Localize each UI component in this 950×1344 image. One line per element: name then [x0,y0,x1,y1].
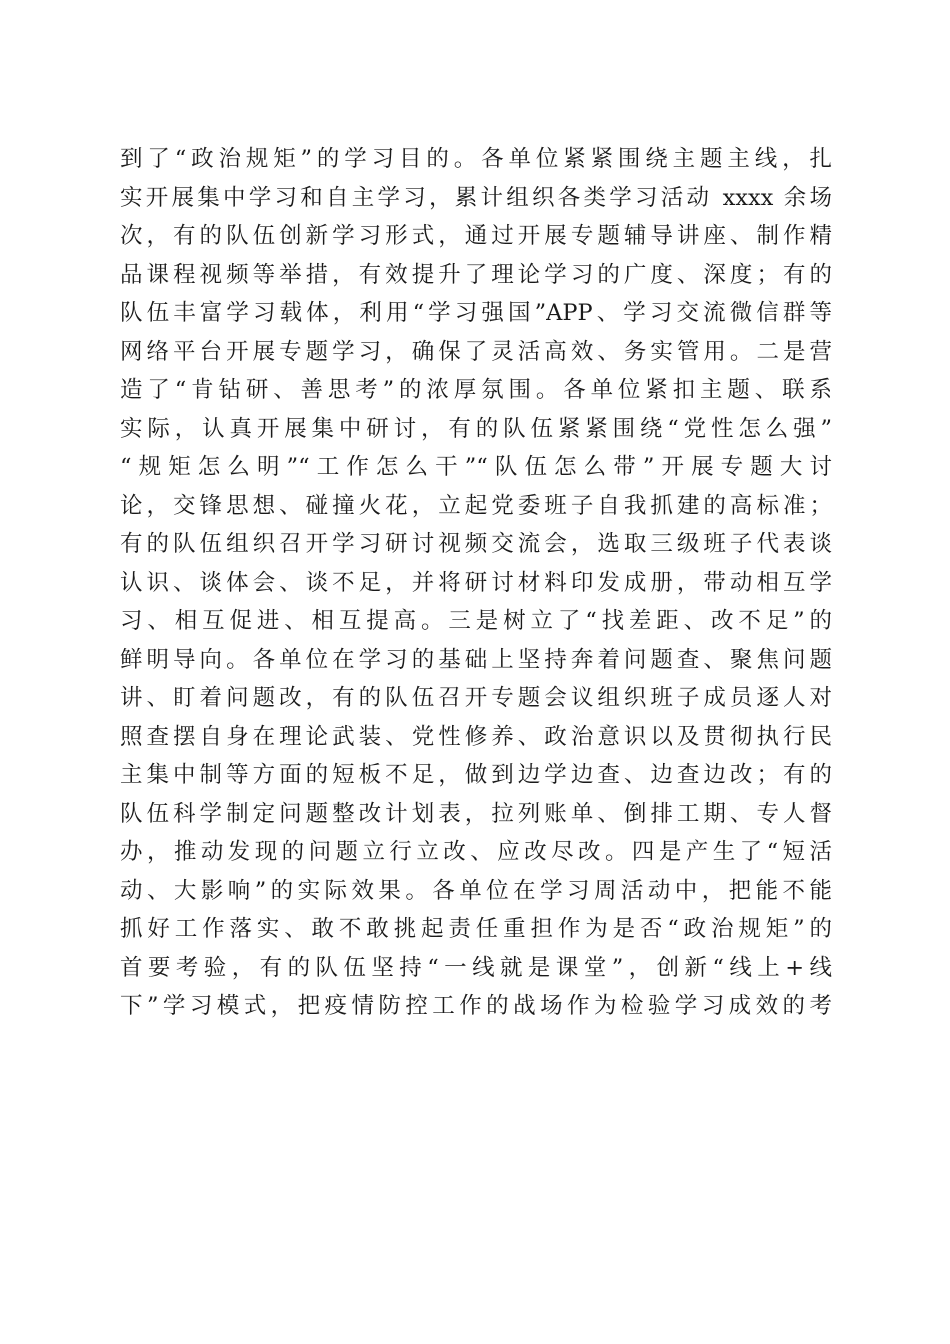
text-line: 习、相互促进、相互提高。三是树立了“找差距、改不足”的 [120,608,832,634]
text-line: 队伍丰富学习载体，利用“学习强国”APP、学习交流微信群等 [120,300,832,326]
text-line: 主集中制等方面的短板不足，做到边学边查、边查边改；有的 [120,762,832,788]
text-line: 首要考验，有的队伍坚持“一线就是课堂”，创新“线上+线 [120,954,832,981]
text-line: 下”学习模式，把疫情防控工作的战场作为检验学习成效的考 [120,993,832,1019]
text-line: 办，推动发现的问题立行立改、应改尽改。四是产生了“短活 [120,839,832,865]
text-line: 照查摆自身在理论武装、党性修养、政治意识以及贯彻执行民 [120,723,832,750]
text-line: 到了“政治规矩”的学习目的。各单位紧紧围绕主题主线，扎 [120,146,832,172]
text-line: 造了“肯钻研、善思考”的浓厚氛围。各单位紧扣主题、联系 [120,377,832,403]
text-line: 实开展集中学习和自主学习，累计组织各类学习活动 xxxx 余场 [120,184,832,211]
text-line: 实际，认真开展集中研讨，有的队伍紧紧围绕“党性怎么强” [120,415,832,442]
text-line: 认识、谈体会、谈不足，并将研讨材料印发成册，带动相互学 [120,569,832,596]
text-line: 鲜明导向。各单位在学习的基础上坚持奔着问题查、聚焦问题 [120,646,832,673]
text-line: “规矩怎么明”“工作怎么干”“队伍怎么带”开展专题大讨 [120,454,832,480]
text-line: 品课程视频等举措，有效提升了理论学习的广度、深度；有的 [120,261,832,288]
text-line: 队伍科学制定问题整改计划表，拉列账单、倒排工期、专人督 [120,800,832,827]
text-line: 有的队伍组织召开学习研讨视频交流会，选取三级班子代表谈 [120,531,832,557]
text-line: 论，交锋思想、碰撞火花，立起党委班子自我抓建的高标准； [120,492,832,519]
text-line: 抓好工作落实、敢不敢挑起责任重担作为是否“政治规矩”的 [120,916,832,942]
text-line: 网络平台开展专题学习，确保了灵活高效、务实管用。二是营 [120,338,832,365]
text-line: 讲、盯着问题改，有的队伍召开专题会议组织班子成员逐人对 [120,685,832,711]
text-line: 动、大影响”的实际效果。各单位在学习周活动中，把能不能 [120,877,832,904]
body-paragraph [120,140,832,1026]
text-line: 次，有的队伍创新学习形式，通过开展专题辅导讲座、制作精 [120,223,832,249]
